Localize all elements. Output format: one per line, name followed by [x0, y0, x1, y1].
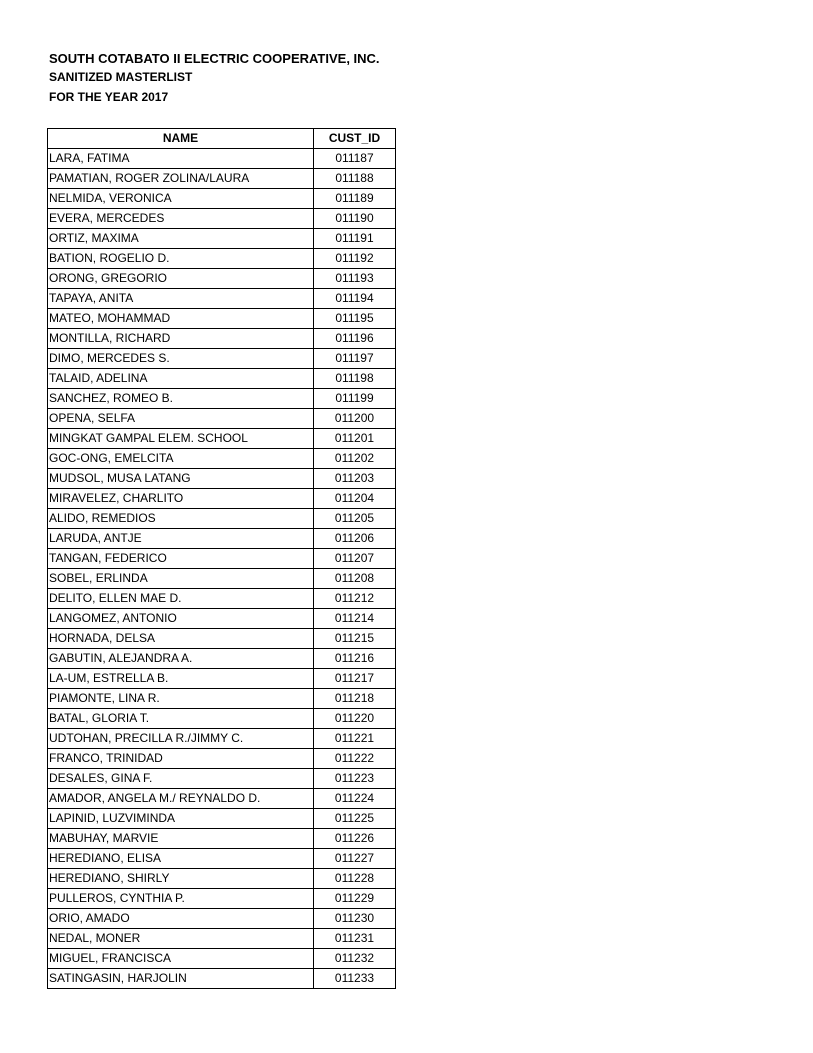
customer-name-cell: OPENA, SELFA — [48, 409, 314, 429]
customer-name-cell: MONTILLA, RICHARD — [48, 329, 314, 349]
table-row — [48, 569, 396, 589]
customer-id-cell: 011205 — [314, 509, 396, 529]
customer-id-cell: 011194 — [314, 289, 396, 309]
table-row — [48, 769, 396, 789]
customer-id-cell: 011191 — [314, 229, 396, 249]
customer-name-cell: TAPAYA, ANITA — [48, 289, 314, 309]
column-header-cust-id: CUST_ID — [314, 129, 396, 149]
customer-name-cell: ORTIZ, MAXIMA — [48, 229, 314, 249]
masterlist-table — [47, 128, 396, 989]
customer-id-cell: 011216 — [314, 649, 396, 669]
table-row — [48, 329, 396, 349]
table-row — [48, 549, 396, 569]
customer-id-cell: 011188 — [314, 169, 396, 189]
customer-id-cell: 011231 — [314, 929, 396, 949]
customer-name-cell: TANGAN, FEDERICO — [48, 549, 314, 569]
table-row — [48, 669, 396, 689]
table-row — [48, 889, 396, 909]
customer-name-cell: TALAID, ADELINA — [48, 369, 314, 389]
customer-name-cell: MUDSOL, MUSA LATANG — [48, 469, 314, 489]
table-row — [48, 489, 396, 509]
customer-id-cell: 011208 — [314, 569, 396, 589]
customer-name-cell: PAMATIAN, ROGER ZOLINA/LAURA — [48, 169, 314, 189]
document-subtitle: SANITIZED MASTERLIST — [49, 70, 193, 84]
customer-name-cell: LA-UM, ESTRELLA B. — [48, 669, 314, 689]
table-row — [48, 429, 396, 449]
customer-id-cell: 011199 — [314, 389, 396, 409]
table-row — [48, 789, 396, 809]
table-row — [48, 289, 396, 309]
column-header-name: NAME — [48, 129, 314, 149]
table-row — [48, 649, 396, 669]
customer-name-cell: LAPINID, LUZVIMINDA — [48, 809, 314, 829]
customer-name-cell: MIRAVELEZ, CHARLITO — [48, 489, 314, 509]
customer-name-cell: DELITO, ELLEN MAE D. — [48, 589, 314, 609]
table-row — [48, 149, 396, 169]
customer-id-cell: 011192 — [314, 249, 396, 269]
customer-id-cell: 011222 — [314, 749, 396, 769]
table-body — [48, 149, 396, 989]
customer-name-cell: PIAMONTE, LINA R. — [48, 689, 314, 709]
customer-id-cell: 011204 — [314, 489, 396, 509]
table-row — [48, 709, 396, 729]
table-row — [48, 189, 396, 209]
table-row — [48, 409, 396, 429]
customer-id-cell: 011200 — [314, 409, 396, 429]
customer-name-cell: SOBEL, ERLINDA — [48, 569, 314, 589]
customer-name-cell: MINGKAT GAMPAL ELEM. SCHOOL — [48, 429, 314, 449]
table-row — [48, 829, 396, 849]
table-row — [48, 729, 396, 749]
table-row — [48, 809, 396, 829]
table-row — [48, 869, 396, 889]
customer-id-cell: 011189 — [314, 189, 396, 209]
customer-id-cell: 011214 — [314, 609, 396, 629]
customer-name-cell: AMADOR, ANGELA M./ REYNALDO D. — [48, 789, 314, 809]
customer-id-cell: 011197 — [314, 349, 396, 369]
customer-name-cell: SATINGASIN, HARJOLIN — [48, 969, 314, 989]
table-row — [48, 849, 396, 869]
customer-name-cell: EVERA, MERCEDES — [48, 209, 314, 229]
table-row — [48, 529, 396, 549]
table-row — [48, 309, 396, 329]
customer-id-cell: 011215 — [314, 629, 396, 649]
customer-id-cell: 011221 — [314, 729, 396, 749]
customer-name-cell: UDTOHAN, PRECILLA R./JIMMY C. — [48, 729, 314, 749]
document-header — [49, 50, 380, 109]
customer-id-cell: 011198 — [314, 369, 396, 389]
customer-name-cell: BATAL, GLORIA T. — [48, 709, 314, 729]
customer-name-cell: HORNADA, DELSA — [48, 629, 314, 649]
customer-name-cell: PULLEROS, CYNTHIA P. — [48, 889, 314, 909]
customer-id-cell: 011187 — [314, 149, 396, 169]
customer-id-cell: 011203 — [314, 469, 396, 489]
table-row — [48, 609, 396, 629]
table-row — [48, 909, 396, 929]
customer-id-cell: 011225 — [314, 809, 396, 829]
table-row — [48, 389, 396, 409]
customer-name-cell: ORONG, GREGORIO — [48, 269, 314, 289]
customer-name-cell: LANGOMEZ, ANTONIO — [48, 609, 314, 629]
customer-id-cell: 011190 — [314, 209, 396, 229]
customer-id-cell: 011201 — [314, 429, 396, 449]
customer-id-cell: 011227 — [314, 849, 396, 869]
customer-name-cell: DIMO, MERCEDES S. — [48, 349, 314, 369]
customer-id-cell: 011206 — [314, 529, 396, 549]
customer-id-cell: 011202 — [314, 449, 396, 469]
table-row — [48, 169, 396, 189]
table-row — [48, 469, 396, 489]
customer-name-cell: NEDAL, MONER — [48, 929, 314, 949]
customer-id-cell: 011207 — [314, 549, 396, 569]
table-row — [48, 929, 396, 949]
customer-id-cell: 011193 — [314, 269, 396, 289]
document-title: SOUTH COTABATO II ELECTRIC COOPERATIVE, INC. — [49, 51, 380, 66]
customer-id-cell: 011228 — [314, 869, 396, 889]
customer-name-cell: MIGUEL, FRANCISCA — [48, 949, 314, 969]
customer-name-cell: HEREDIANO, SHIRLY — [48, 869, 314, 889]
table-row — [48, 449, 396, 469]
customer-name-cell: DESALES, GINA F. — [48, 769, 314, 789]
customer-id-cell: 011220 — [314, 709, 396, 729]
customer-name-cell: NELMIDA, VERONICA — [48, 189, 314, 209]
customer-name-cell: ALIDO, REMEDIOS — [48, 509, 314, 529]
customer-name-cell: LARA, FATIMA — [48, 149, 314, 169]
table-row — [48, 269, 396, 289]
customer-name-cell: LARUDA, ANTJE — [48, 529, 314, 549]
table-row — [48, 249, 396, 269]
customer-id-cell: 011233 — [314, 969, 396, 989]
customer-name-cell: MABUHAY, MARVIE — [48, 829, 314, 849]
customer-id-cell: 011229 — [314, 889, 396, 909]
table-row — [48, 229, 396, 249]
customer-id-cell: 011224 — [314, 789, 396, 809]
customer-name-cell: ORIO, AMADO — [48, 909, 314, 929]
table-row — [48, 369, 396, 389]
document-year: FOR THE YEAR 2017 — [49, 90, 169, 104]
customer-id-cell: 011232 — [314, 949, 396, 969]
table-row — [48, 509, 396, 529]
customer-id-cell: 011195 — [314, 309, 396, 329]
customer-name-cell: BATION, ROGELIO D. — [48, 249, 314, 269]
table-header-row — [48, 129, 396, 149]
customer-id-cell: 011226 — [314, 829, 396, 849]
customer-name-cell: GOC-ONG, EMELCITA — [48, 449, 314, 469]
table-row — [48, 589, 396, 609]
customer-id-cell: 011218 — [314, 689, 396, 709]
table-row — [48, 969, 396, 989]
customer-id-cell: 011212 — [314, 589, 396, 609]
table-row — [48, 629, 396, 649]
customer-id-cell: 011223 — [314, 769, 396, 789]
customer-name-cell: GABUTIN, ALEJANDRA A. — [48, 649, 314, 669]
customer-id-cell: 011196 — [314, 329, 396, 349]
customer-id-cell: 011217 — [314, 669, 396, 689]
customer-name-cell: HEREDIANO, ELISA — [48, 849, 314, 869]
customer-name-cell: MATEO, MOHAMMAD — [48, 309, 314, 329]
table-row — [48, 209, 396, 229]
customer-name-cell: FRANCO, TRINIDAD — [48, 749, 314, 769]
customer-id-cell: 011230 — [314, 909, 396, 929]
table-row — [48, 749, 396, 769]
table-row — [48, 689, 396, 709]
table-row — [48, 949, 396, 969]
table-row — [48, 349, 396, 369]
customer-name-cell: SANCHEZ, ROMEO B. — [48, 389, 314, 409]
